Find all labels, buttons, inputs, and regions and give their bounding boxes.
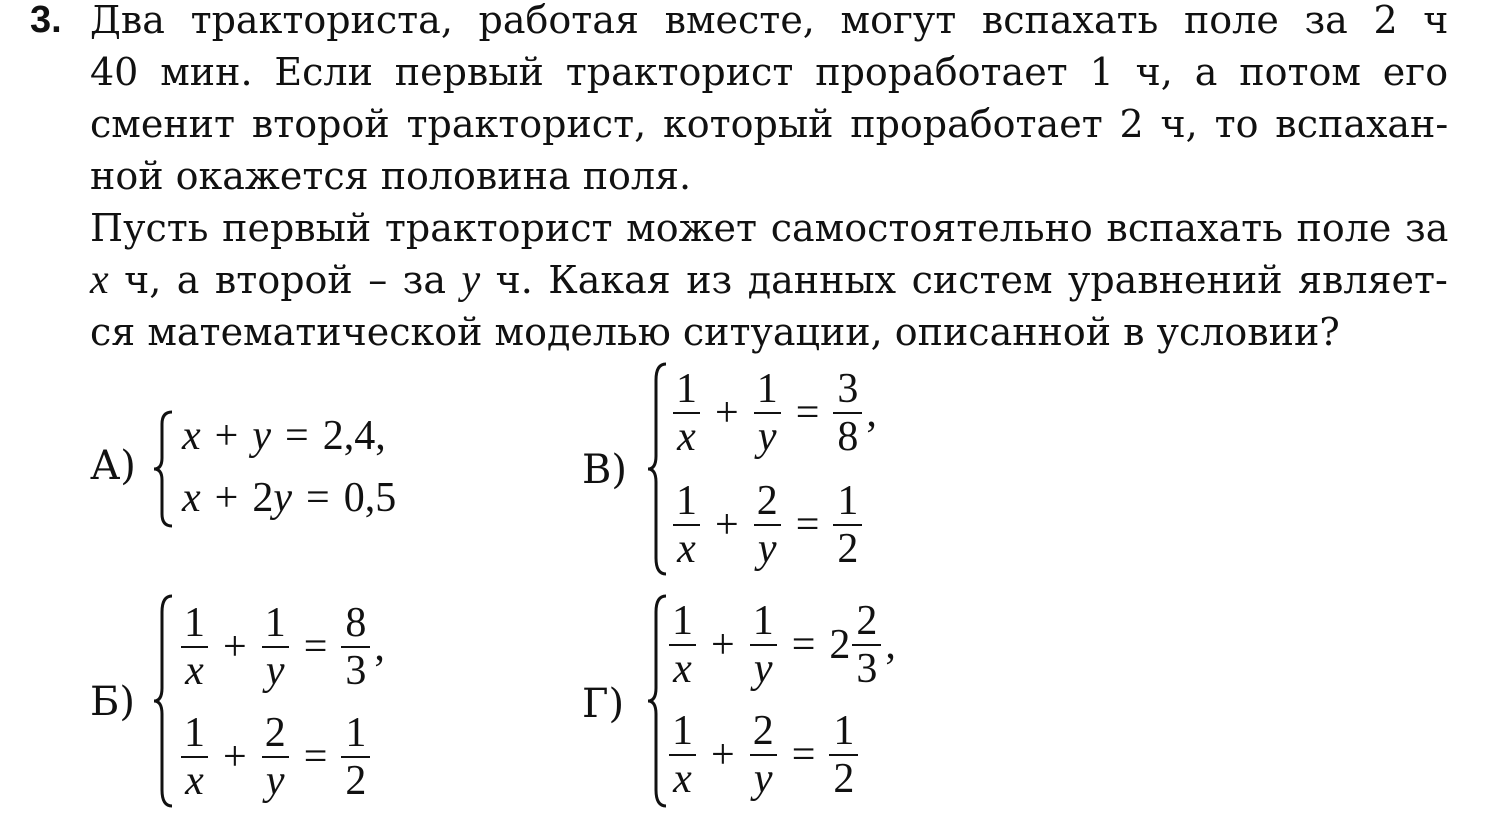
denominator: 3	[341, 646, 370, 694]
denominator: 2	[341, 756, 370, 804]
numerator: 1	[184, 600, 205, 646]
denominator: 2	[833, 524, 862, 572]
fraction	[753, 478, 782, 572]
fraction	[341, 710, 370, 804]
option-g-equation-2	[668, 708, 858, 802]
numerator: 1	[264, 600, 286, 646]
numerator: 1	[833, 708, 855, 754]
fraction	[668, 708, 697, 802]
numerator: 1	[756, 366, 778, 412]
denominator: 2	[829, 754, 858, 802]
fraction	[749, 598, 778, 692]
plus-sign: +	[214, 413, 239, 459]
condition-line-3: сменит второй тракторист, который проработает 2 ч, то вспахан-	[90, 102, 1449, 146]
numerator: 1	[676, 478, 697, 524]
condition-line-4: ной окажется половина поля.	[90, 154, 692, 198]
plus-sign: +	[715, 502, 739, 548]
var-x: x	[182, 413, 201, 459]
denominator: y	[750, 754, 777, 802]
denominator: y	[262, 646, 289, 694]
fraction	[749, 708, 778, 802]
question-line-2	[90, 257, 1448, 303]
coefficient: 2	[252, 475, 274, 521]
equals-sign: =	[795, 390, 820, 436]
equals-sign: =	[303, 734, 328, 780]
equals-sign: =	[303, 624, 328, 670]
condition-line-2: 40 мин. Если первый тракторист проработает 1 ч, а потом его	[90, 50, 1449, 94]
denominator: 3	[852, 644, 881, 692]
numerator: 1	[676, 366, 697, 412]
numerator: 2	[856, 598, 878, 644]
condition-line-1: Два тракториста, работая вместе, могут вспахать поле за 2 ч	[90, 0, 1449, 42]
problem-number: 3.	[30, 0, 62, 41]
comma: ,	[885, 622, 896, 668]
plus-sign: +	[711, 732, 735, 778]
equals-sign: =	[285, 413, 309, 459]
fraction	[852, 598, 881, 692]
plus-sign: +	[711, 622, 735, 668]
comma: ,	[866, 390, 877, 436]
denominator: x	[673, 412, 700, 460]
denominator: x	[669, 644, 696, 692]
var-y: y	[252, 413, 271, 459]
fraction	[180, 600, 209, 694]
fraction	[833, 366, 862, 460]
question-line-2-text-a: ч, а второй – за	[108, 258, 462, 302]
denominator: y	[754, 412, 781, 460]
numerator: 3	[837, 366, 859, 412]
option-g-label: Г)	[582, 681, 625, 727]
numerator: 8	[345, 600, 367, 646]
numerator: 1	[837, 478, 859, 524]
numerator: 2	[264, 710, 286, 756]
mixed-number-whole: 2	[829, 622, 851, 668]
option-a-equation-1	[182, 412, 386, 460]
left-brace-icon	[644, 362, 674, 576]
fraction	[829, 708, 858, 802]
option-v-equation-1	[672, 366, 877, 460]
var-x: x	[182, 475, 201, 521]
option-b-label: Б)	[90, 679, 135, 725]
equals-sign: =	[306, 475, 330, 521]
denominator: x	[181, 756, 208, 804]
denominator: y	[262, 756, 289, 804]
comma: ,	[374, 624, 385, 670]
fraction	[180, 710, 209, 804]
numerator: 1	[345, 710, 367, 756]
numerator: 1	[752, 598, 774, 644]
variable-y: y	[461, 257, 481, 303]
option-v-label: В)	[582, 447, 627, 493]
variable-x: x	[90, 257, 109, 303]
rhs-value: 2,4,	[322, 413, 386, 459]
equals-sign: =	[795, 502, 820, 548]
plus-sign: +	[223, 624, 247, 670]
denominator: 8	[833, 412, 862, 460]
fraction	[833, 478, 862, 572]
numerator: 2	[752, 708, 774, 754]
equals-sign: =	[791, 622, 816, 668]
equals-sign: =	[791, 732, 816, 778]
question-line-1: Пусть первый тракторист может самостоятельно вспахать поле за	[90, 206, 1449, 250]
plus-sign: +	[715, 390, 739, 436]
denominator: x	[181, 646, 208, 694]
denominator: y	[750, 644, 777, 692]
left-brace-icon	[150, 594, 180, 808]
question-line-2-text-b: ч. Какая из данных систем уравнений являет-	[480, 258, 1448, 302]
fraction	[753, 366, 782, 460]
denominator: x	[673, 524, 700, 572]
numerator: 1	[672, 598, 693, 644]
plus-sign: +	[223, 734, 247, 780]
denominator: x	[669, 754, 696, 802]
numerator: 2	[756, 478, 778, 524]
left-brace-icon	[150, 410, 180, 528]
numerator: 1	[184, 710, 205, 756]
numerator: 1	[672, 708, 693, 754]
fraction	[672, 366, 701, 460]
fraction	[341, 600, 370, 694]
option-a-label: А)	[90, 443, 136, 489]
option-b-equation-1	[180, 600, 385, 694]
option-b-equation-2	[180, 710, 370, 804]
option-v-equation-2	[672, 478, 862, 572]
rhs-value: 0,5	[343, 475, 397, 521]
denominator: y	[754, 524, 781, 572]
fraction	[672, 478, 701, 572]
fraction	[261, 600, 290, 694]
plus-sign: +	[214, 475, 239, 521]
option-a-equation-2	[182, 474, 396, 522]
fraction	[261, 710, 290, 804]
fraction	[668, 598, 697, 692]
var-y: y	[273, 475, 292, 521]
option-g-equation-1	[668, 598, 896, 692]
question-line-3: ся математической моделью ситуации, описанной в условии?	[90, 310, 1340, 354]
